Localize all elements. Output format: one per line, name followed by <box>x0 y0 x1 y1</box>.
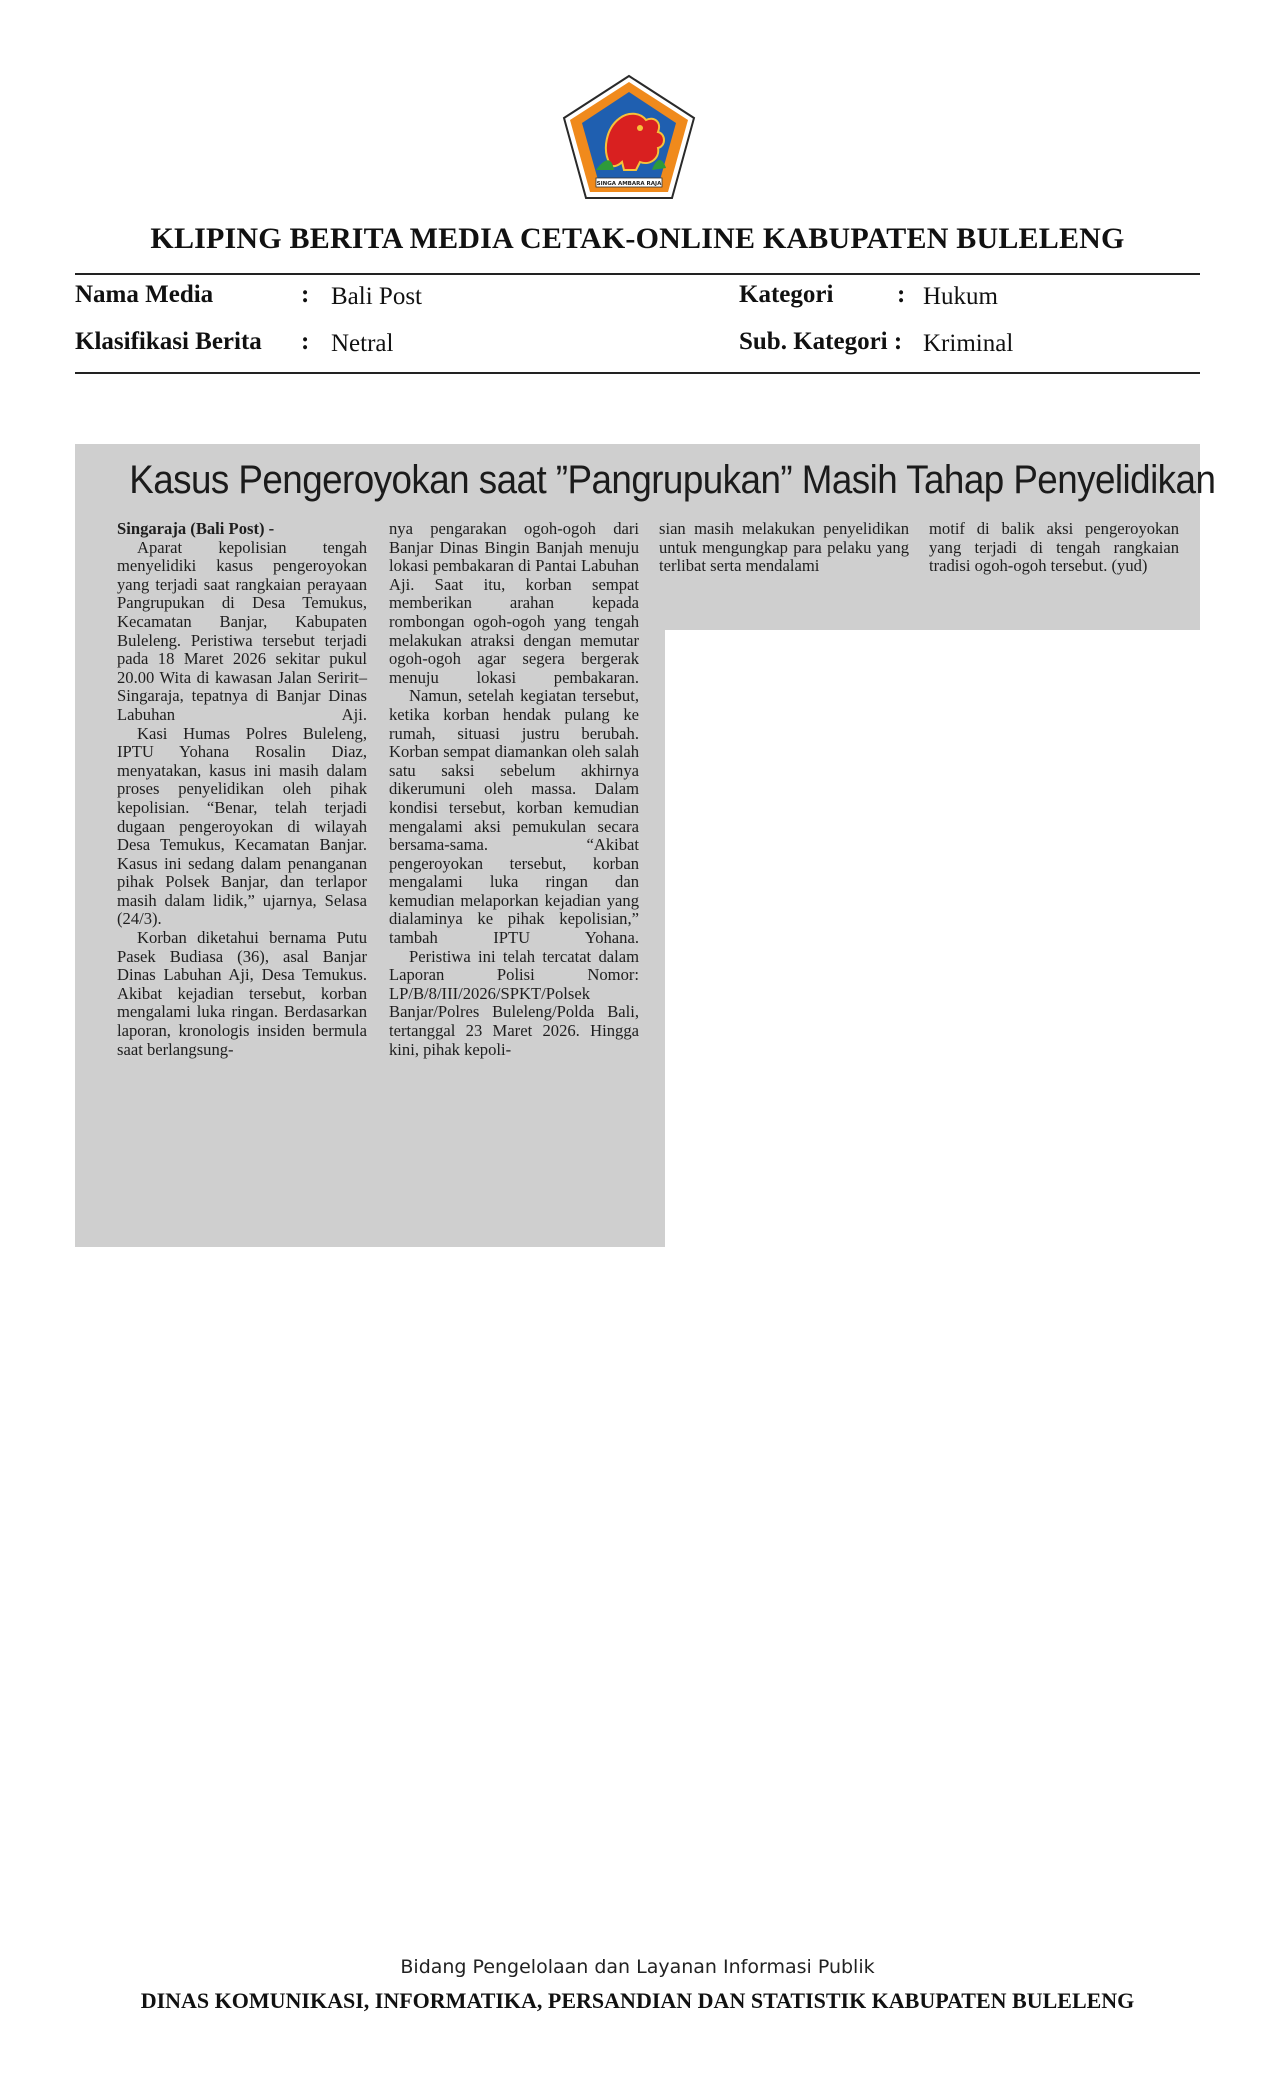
col1-paragraph-1: Aparat kepolisian tengah menyelidiki kasus pengeroyokan yang terjadi saat rangkaian perayaan Pangrupukan di Desa Temukus, Kecamatan Banjar, Kabupaten Buleleng. Peristiwa tersebut terjadi pada 18 Maret 2026 sekitar pukul 20.00 Wita di kawasan Jalan Seririt–Singaraja, tepatnya di Banjar Dinas Labuhan Aji. <box>117 537 367 724</box>
subkategori-value: Kriminal <box>923 330 1014 357</box>
media-colon: : <box>301 281 310 308</box>
article-headline: Kasus Pengeroyokan saat ”Pangrupukan” Masih Tahap Penyelidikan <box>129 458 1216 502</box>
footer-agency: DINAS KOMUNIKASI, INFORMATIKA, PERSANDIAN DAN STATISTIK KABUPATEN BULELENG <box>140 1988 1135 2013</box>
col1-paragraph-3: Korban diketahui bernama Putu Pasek Budiasa (36), asal Banjar Dinas Labuhan Aji, Desa Temukus. Akibat kejadian tersebut, korban mengalami luka ringan. Berdasarkan laporan, kronologis insiden bermula saat berlangsung- <box>117 928 367 1059</box>
title-divider <box>75 273 1200 275</box>
klasifikasi-colon: : <box>301 328 310 355</box>
col2-paragraph-2: Namun, setelah kegiatan tersebut, ketika korban hendak pulang ke rumah, situasi justru berubah. Korban sempat diamankan oleh salah satu saksi sebelum akhirnya dikerumuni oleh massa. Dalam kondisi tersebut, korban kemudian mengalami aksi pemukulan secara bersama-sama. “Akibat pengeroyokan tersebut, korban mengalami luka ringan dan kemudian melaporkan kejadian yang dialaminya ke pihak kepolisian,” tambah IPTU Yohana. <box>389 686 639 948</box>
col2-paragraph-1: nya pengarakan ogoh-ogoh dari Banjar Dinas Bingin Banjah menuju lokasi pembakaran di Pantai Labuhan Aji. Saat itu, korban sempat memberikan arahan kepada rombongan ogoh-ogoh yang tengah melakukan atraksi dengan memutar ogoh-ogoh agar segera bergerak menuju lokasi pembakaran. <box>389 519 639 687</box>
meta-divider <box>75 372 1200 374</box>
col3-paragraph-1: sian masih melakukan penyelidikan untuk mengungkap para pelaku yang terlibat serta mendalami <box>659 519 909 576</box>
col2-paragraph-3: Peristiwa ini telah tercatat dalam Laporan Polisi Nomor: LP/B/8/III/2026/SPKT/Polsek Banjar/Polres Buleleng/Polda Bali, tertanggal 23 Maret 2026. Hingga kini, pihak kepoli- <box>389 946 639 1059</box>
footer-department: Bidang Pengelolaan dan Layanan Informasi Publik <box>400 1956 875 1978</box>
document-title: KLIPING BERITA MEDIA CETAK-ONLINE KABUPATEN BULELENG <box>150 222 1125 255</box>
article-column-3 <box>659 520 909 576</box>
kategori-label: Kategori <box>739 281 834 308</box>
article-column-2 <box>389 520 639 1059</box>
col4-paragraph-1: motif di balik aksi pengeroyokan yang terjadi di tengah rangkaian tradisi ogoh-ogoh tersebut. (yud) <box>929 519 1179 576</box>
article-dateline: Singaraja (Bali Post) - <box>117 519 275 538</box>
kategori-colon: : <box>897 281 906 308</box>
buleleng-crest-logo <box>562 74 696 200</box>
klasifikasi-label: Klasifikasi Berita <box>75 328 262 355</box>
article-column-4 <box>929 520 1179 576</box>
article-column-1 <box>117 520 367 1059</box>
subkategori-label: Sub. Kategori : <box>739 328 903 355</box>
clipping-top <box>75 444 1216 1059</box>
kategori-value: Hukum <box>923 283 998 310</box>
logo-motto: SINGA AMBARA RAJA <box>596 181 662 187</box>
col1-paragraph-2: Kasi Humas Polres Buleleng, IPTU Yohana Rosalin Diaz, menyatakan, kasus ini masih dalam proses penyelidikan oleh pihak kepolisian. “Benar, telah terjadi dugaan pengeroyokan di wilayah Desa Temukus, Kecamatan Banjar. Kasus ini sedang dalam penanganan pihak Polsek Banjar, dan terlapor masih dalam lidik,” ujarnya, Selasa (24/3). <box>117 723 367 929</box>
klasifikasi-value: Netral <box>331 330 394 357</box>
media-value: Bali Post <box>331 283 422 310</box>
media-label: Nama Media <box>75 281 214 308</box>
